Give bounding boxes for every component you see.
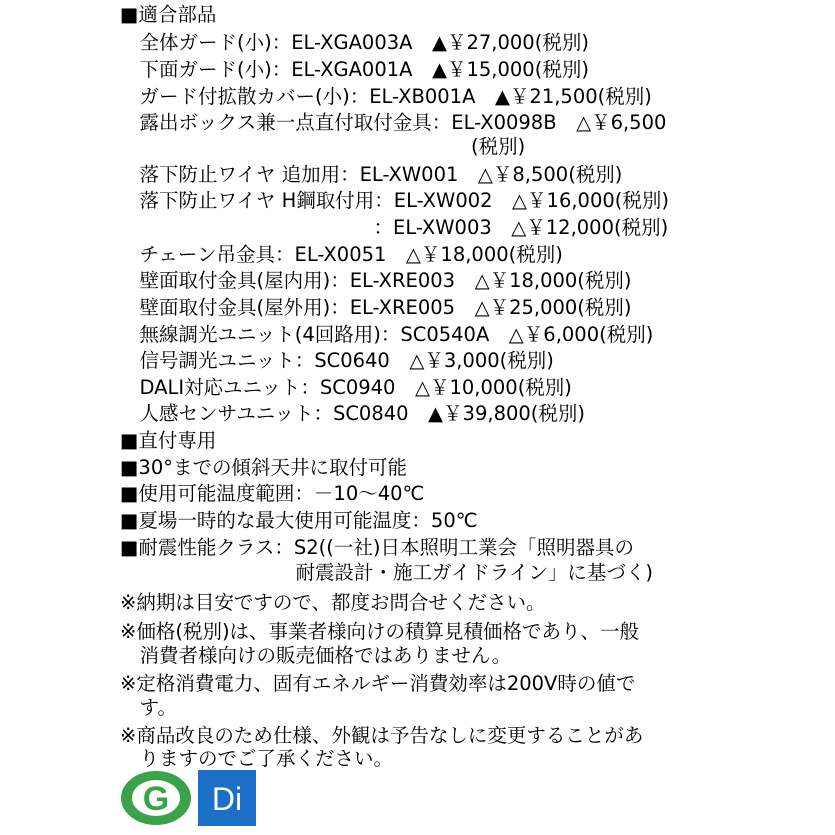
note-power: ※定格消費電力、固有エネルギー消費効率は200V時の値で [120,672,636,695]
part-line: 落下防止ワイヤ H鋼取付用：EL-XW002 △￥16,000(税別) [120,189,669,212]
heading-compatible-parts: ■適合部品 [120,3,217,26]
part-line: 下面ガード(小)：EL-XGA001A ▲￥15,000(税別) [120,58,589,81]
green-g-logo [120,770,192,826]
part-line: 壁面取付金具(屋外用)：EL-XRE005 △￥25,000(税別) [120,296,632,319]
part-line: チェーン吊金具：EL-X0051 △￥18,000(税別) [120,243,563,266]
note-price: ※価格(税別)は、事業者様向けの積算見積価格であり、一般 [120,620,640,643]
part-line: DALI対応ユニット：SC0940 △￥10,000(税別) [120,376,572,399]
certification-logos [120,770,260,826]
spec-temperature-range: ■使用可能温度範囲：－10～40℃ [120,482,425,505]
part-line: ：EL-XW003 △￥12,000(税別) [120,216,669,239]
svg-text:Di: Di [211,781,243,817]
part-line: 落下防止ワイヤ 追加用：EL-XW001 △￥8,500(税別) [120,163,623,186]
part-line: 信号調光ユニット：SC0640 △￥3,000(税別) [120,349,554,372]
note-change: ※商品改良のため仕様、外観は予告なしに変更することがあ [120,724,644,747]
note-delivery: ※納期は目安ですので、都度お問合せください。 [120,591,546,614]
di-logo [198,770,256,826]
part-line: 露出ボックス兼一点直付取付金具：EL-X0098B △￥6,500 [120,111,667,134]
part-line: 人感センサユニット：SC0840 ▲￥39,800(税別) [120,402,586,425]
part-line: 全体ガード(小)：EL-XGA003A ▲￥27,000(税別) [120,31,589,54]
spec-seismic: ■耐震性能クラス：S2((一社)日本照明工業会「照明器具の [120,536,634,559]
note-power-continued: す。 [120,696,177,719]
spec-slope: ■30°までの傾斜天井に取付可能 [120,456,407,479]
note-price-continued: 消費者様向けの販売価格ではありません。 [120,644,512,667]
part-line: 無線調光ユニット(4回路用)：SC0540A △￥6,000(税別) [120,323,654,346]
part-line: 壁面取付金具(屋内用)：EL-XRE003 △￥18,000(税別) [120,269,632,292]
spec-max-temperature: ■夏場一時的な最大使用可能温度：50℃ [120,509,478,532]
part-line: ガード付拡散カバー(小)：EL-XB001A ▲￥21,500(税別) [120,85,652,108]
spec-seismic-continued: 耐震設計・施工ガイドライン」に基づく) [120,561,653,584]
spec-direct-mount: ■直付専用 [120,429,217,452]
part-line-continued: (税別) [120,135,526,158]
note-change-continued: りますのでご了承ください。 [120,747,394,770]
svg-text:G: G [142,780,170,818]
